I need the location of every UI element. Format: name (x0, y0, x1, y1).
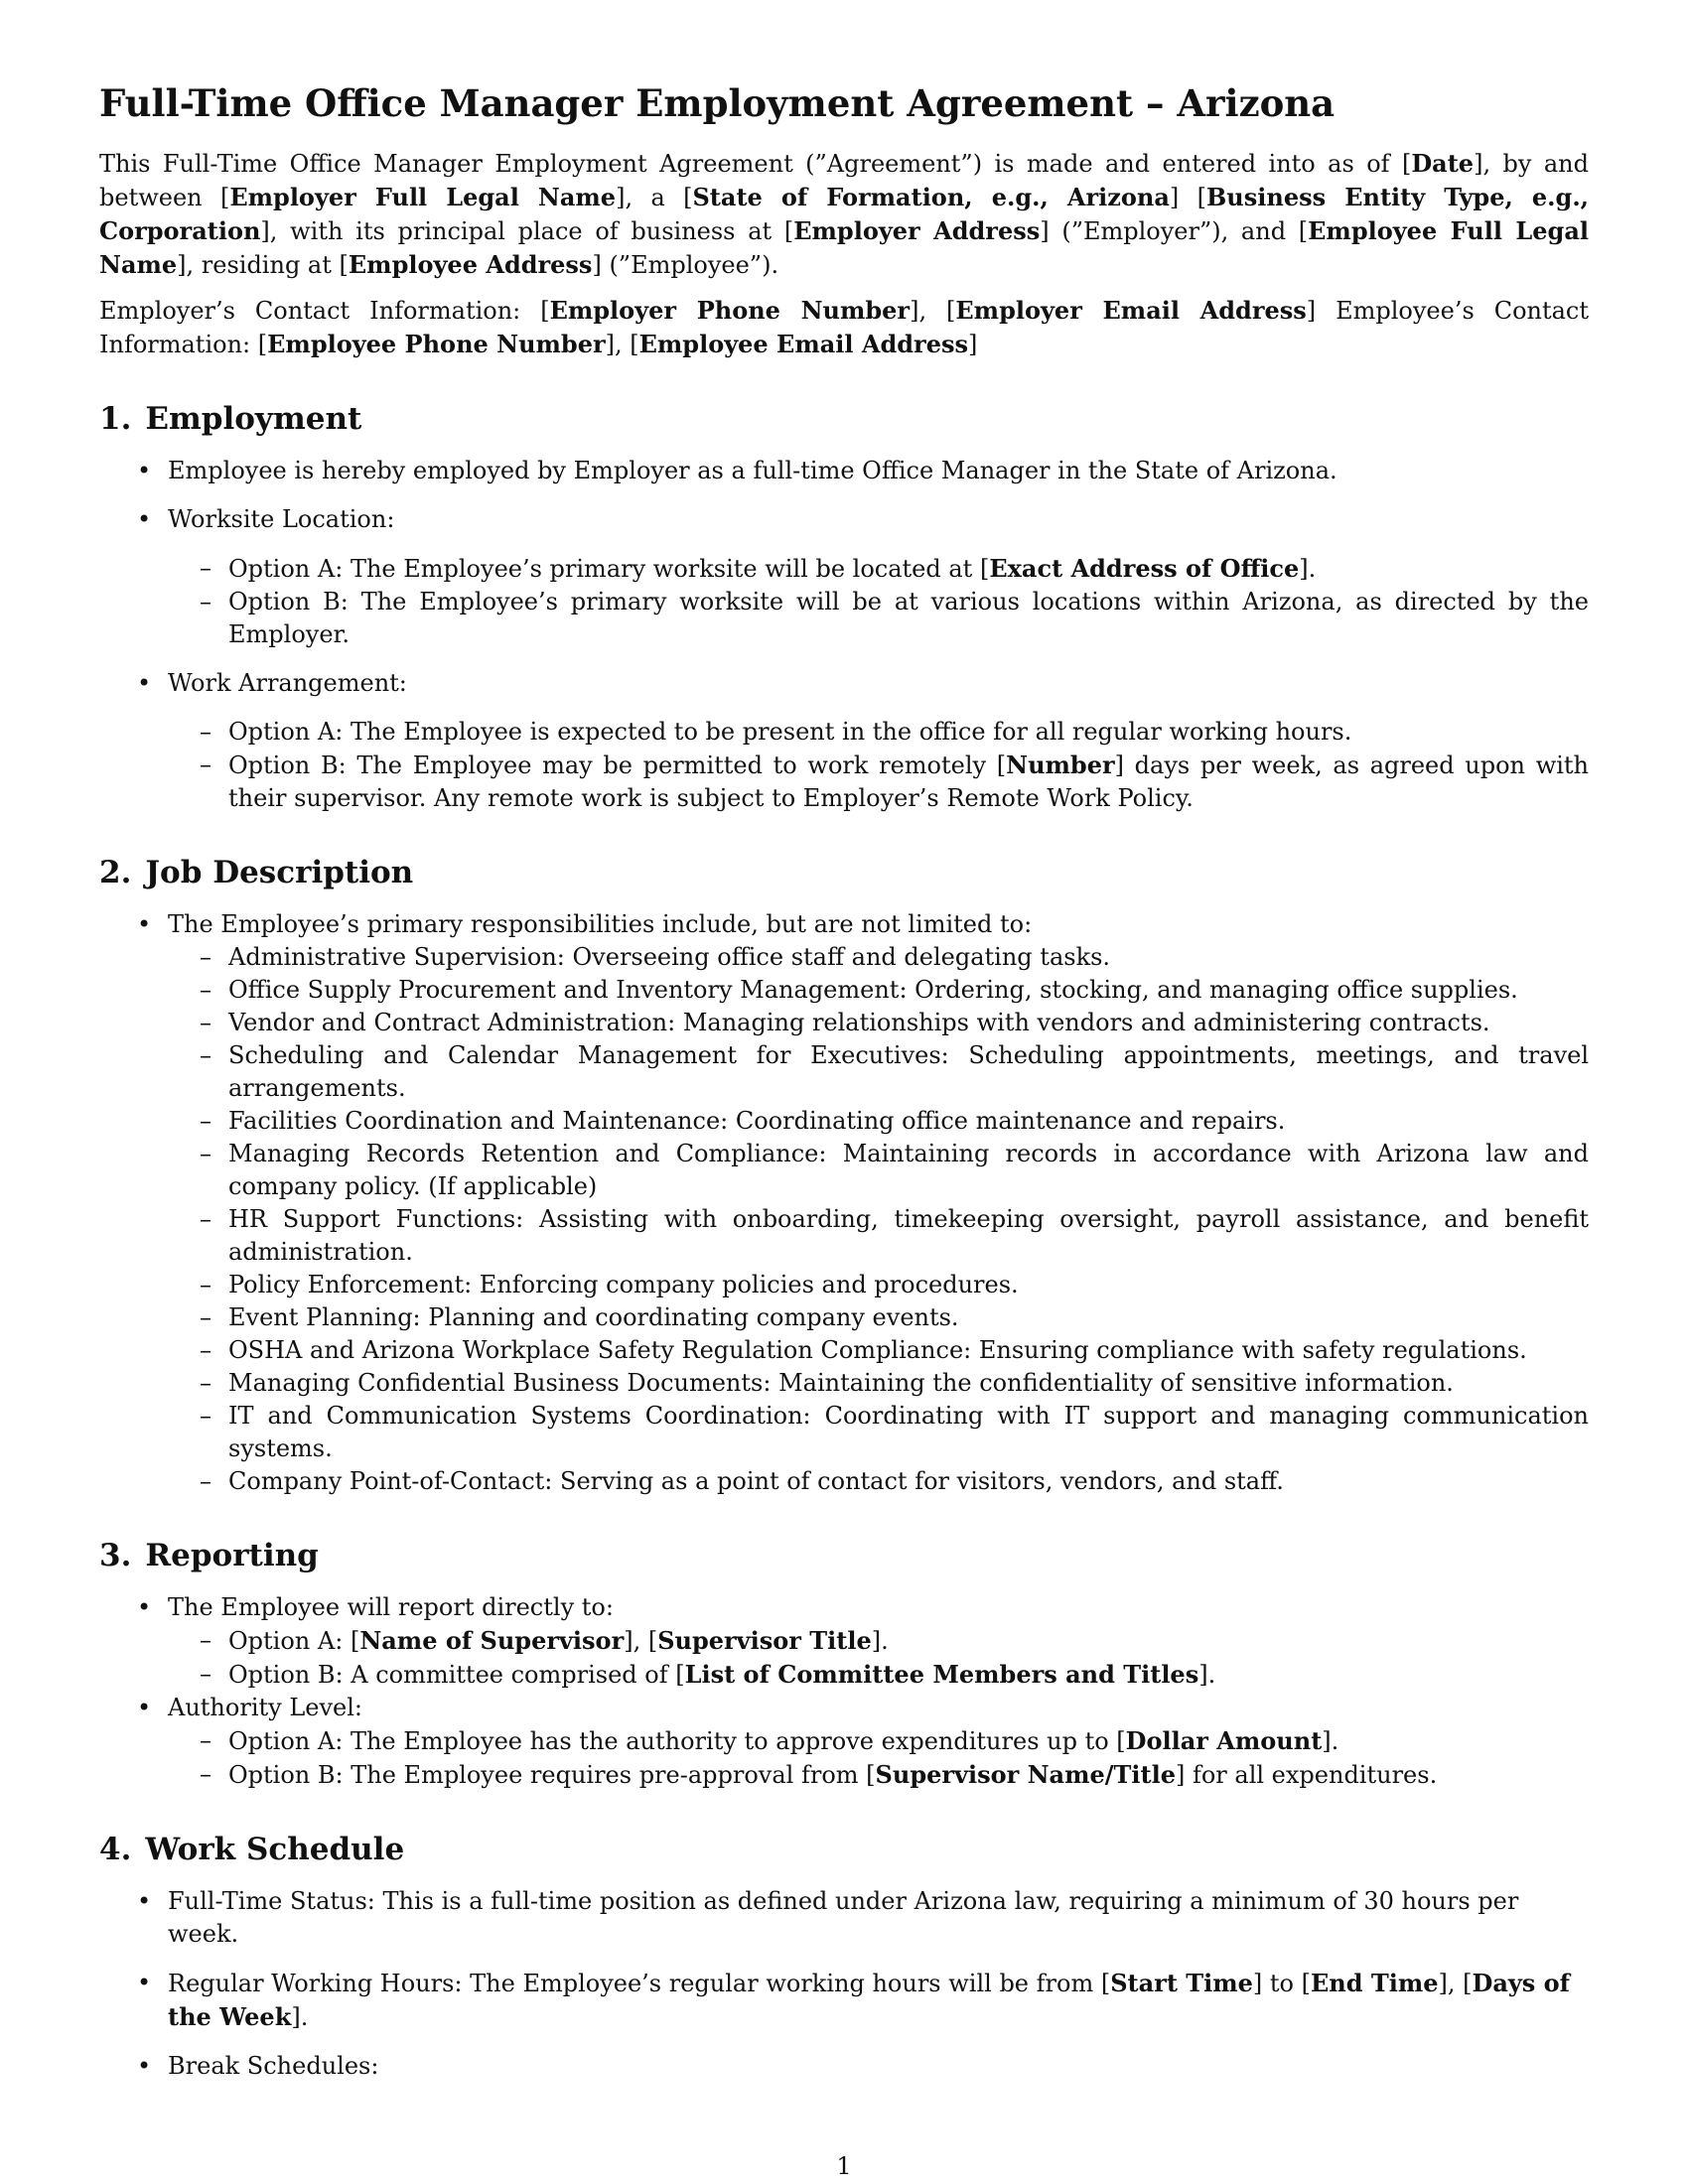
intro-paragraph (99, 147, 1589, 282)
list-item-text: Work Arrangement: (168, 669, 407, 697)
employee-phone-placeholder: Employee Phone Number (267, 330, 606, 358)
sub-list-item (168, 1758, 1589, 1792)
contact-text: Employer’s Contact Information: [ (99, 297, 550, 325)
responsibility-item: – Event Planning: Planning and coordinating company events. (168, 1301, 1589, 1334)
contact-text: ] Employee’s Contact Information: [ (99, 297, 1590, 358)
sub-list-item (168, 749, 1589, 815)
responsibility-item: – HR Support Functions: Assisting with onboarding, timekeeping oversight, payroll assistance, and benefit administration. (168, 1203, 1589, 1269)
sub-list-item (168, 716, 1589, 749)
responsibility-item: – OSHA and Arizona Workplace Safety Regulation Compliance: Ensuring compliance with safety regulations. (168, 1334, 1589, 1367)
sub-item-text: ] for all expenditures. (1175, 1761, 1438, 1789)
sub-item-text: ]. (1299, 555, 1317, 583)
work-schedule-list (99, 1885, 1589, 2083)
section-title: Reporting (145, 1538, 319, 1573)
intro-text: ], with its principal place of business at [ (260, 217, 794, 245)
sub-item-text: Option B: The Employee requires pre-approval from [ (228, 1761, 876, 1789)
sub-item-text: Option A: [ (228, 1627, 360, 1655)
list-item (99, 1967, 1589, 2034)
section-number: 2. (99, 855, 132, 890)
document-page (99, 81, 1589, 2099)
sub-item-text: ]. (871, 1627, 889, 1655)
supervisor-name-title-placeholder: Supervisor Name/Title (875, 1760, 1176, 1789)
intro-text: ] (”Employee”). (592, 251, 779, 279)
employee-email-placeholder: Employee Email Address (638, 330, 968, 358)
supervisor-name-placeholder: Name of Supervisor (359, 1626, 625, 1655)
list-item-text: The Employee will report directly to: (168, 1593, 614, 1621)
reporting-list (99, 1591, 1589, 1792)
sub-list-item (168, 1624, 1589, 1658)
responsibility-item: – Policy Enforcement: Enforcing company policies and procedures. (168, 1269, 1589, 1301)
employer-address-placeholder: Employer Address (793, 216, 1041, 245)
sub-list (168, 552, 1589, 651)
days-of-week-placeholder: Days of the Week (168, 1969, 1571, 2031)
end-time-placeholder: End Time (1310, 1969, 1439, 1997)
office-address-placeholder: Exact Address of Office (989, 554, 1300, 583)
intro-text: ], a [ (616, 184, 693, 211)
contact-text: ] (968, 331, 978, 358)
sub-item-text: Option A: The Employee’s primary worksite will be located at [ (228, 555, 990, 583)
sub-list-item (168, 586, 1589, 651)
section-heading-work-schedule (99, 1830, 1589, 1869)
list-item (99, 1591, 1589, 1692)
sub-item-text: Option B: The Employee’s primary worksite will be at various locations within Arizona, as directed by the Employer. (228, 588, 1589, 648)
responsibility-item: – Vendor and Contract Administration: Managing relationships with vendors and administering contracts. (168, 1007, 1589, 1039)
employer-phone-placeholder: Employer Phone Number (549, 296, 911, 325)
section-number: 4. (99, 1832, 132, 1867)
list-item-text: Authority Level: (168, 1694, 362, 1721)
dollar-amount-placeholder: Dollar Amount (1125, 1726, 1323, 1755)
section-number: 1. (99, 401, 132, 437)
list-item-text: ]. (291, 2003, 309, 2031)
section-heading-reporting (99, 1536, 1589, 1575)
sub-item-text: Option A: The Employee is expected to be present in the office for all regular working hours. (228, 718, 1352, 746)
list-item (99, 503, 1589, 651)
section-heading-job-description (99, 853, 1589, 892)
list-item-text: The Employee’s primary responsibilities include, but are not limited to: (168, 910, 1033, 938)
responsibility-item: – Office Supply Procurement and Inventory Management: Ordering, stocking, and managing office supplies. (168, 974, 1589, 1007)
section-title: Employment (145, 401, 362, 437)
responsibility-item: – Administrative Supervision: Overseeing office staff and delegating tasks. (168, 941, 1589, 974)
state-placeholder: State of Formation, e.g., Arizona (692, 183, 1170, 211)
responsibility-item: – Company Point-of-Contact: Serving as a point of contact for visitors, vendors, and staff. (168, 1465, 1589, 1498)
section-title: Job Description (145, 855, 414, 890)
sub-item-text: Option B: The Employee may be permitted to work remotely [ (228, 751, 1007, 779)
sub-item-text: ]. (1198, 1661, 1216, 1689)
intro-text: ], residing at [ (177, 251, 349, 279)
employer-name-placeholder: Employer Full Legal Name (229, 183, 617, 211)
list-item-text: Regular Working Hours: The Employee’s regular working hours will be from [ (168, 1970, 1111, 1997)
sub-item-text: ], [ (624, 1627, 658, 1655)
contact-text: ], [ (605, 331, 639, 358)
sub-item-text: ]. (1322, 1727, 1339, 1755)
date-placeholder: Date (1411, 149, 1475, 178)
responsibility-item: – Facilities Coordination and Maintenance: Coordinating office maintenance and repairs. (168, 1105, 1589, 1138)
list-item-text: Full-Time Status: This is a full-time position as defined under Arizona law, requiring a minimum of 30 hours per week. (168, 1887, 1519, 1948)
section-number: 3. (99, 1538, 132, 1573)
list-item-text: Break Schedules: (168, 2052, 379, 2080)
list-item-text: Worksite Location: (168, 505, 395, 533)
list-item (99, 1692, 1589, 1792)
list-item-text: ] to [ (1252, 1970, 1311, 1997)
intro-text: ] [ (1169, 184, 1207, 211)
intro-text: ] (”Employer”), and [ (1040, 217, 1309, 245)
intro-text: This Full-Time Office Manager Employment Agreement (”Agreement”) is made and entered into as of [ (99, 150, 1412, 178)
sub-list-item (168, 1724, 1589, 1758)
sub-list (168, 716, 1589, 815)
employee-name-placeholder: Employee Full Legal Name (99, 216, 1589, 279)
responsibilities-list (168, 941, 1589, 1498)
list-item (99, 2050, 1589, 2083)
contact-text: ], [ (910, 297, 956, 325)
section-title: Work Schedule (145, 1832, 405, 1867)
employment-list (99, 455, 1589, 815)
sub-item-text: Option B: A committee comprised of [ (228, 1661, 685, 1689)
responsibility-item: – Managing Records Retention and Compliance: Maintaining records in accordance with Arizona law and company policy. (If applicable) (168, 1138, 1589, 1203)
sub-item-text: ] days per week, as agreed upon with their supervisor. Any remote work is subject to Employer’s Remote Work Policy. (228, 751, 1590, 812)
sub-list-item (168, 1658, 1589, 1692)
job-description-list (99, 908, 1589, 1498)
list-item (99, 667, 1589, 815)
responsibility-item: – Managing Confidential Business Documents: Maintaining the confidentiality of sensitive information. (168, 1367, 1589, 1400)
committee-members-placeholder: List of Committee Members and Titles (684, 1660, 1199, 1689)
contact-paragraph (99, 294, 1589, 361)
start-time-placeholder: Start Time (1110, 1969, 1253, 1997)
employee-address-placeholder: Employee Address (348, 250, 593, 279)
number-placeholder: Number (1006, 751, 1115, 779)
supervisor-title-placeholder: Supervisor Title (657, 1626, 872, 1655)
entity-type-placeholder: Business Entity Type, e.g., Corporation (99, 183, 1590, 245)
section-heading-employment (99, 399, 1589, 439)
responsibility-item: – IT and Communication Systems Coordination: Coordinating with IT support and managing communication systems. (168, 1400, 1589, 1465)
sub-list-item (168, 552, 1589, 586)
employer-email-placeholder: Employer Email Address (955, 296, 1307, 325)
sub-list (168, 1624, 1589, 1692)
list-item-text: ], [ (1438, 1970, 1473, 1997)
sub-item-text: Option A: The Employee has the authority to approve expenditures up to [ (228, 1727, 1126, 1755)
list-item (99, 455, 1589, 487)
document-title: Full-Time Office Manager Employment Agreement – Arizona (99, 81, 1336, 125)
list-item (99, 908, 1589, 1498)
list-item-text: Employee is hereby employed by Employer as a full-time Office Manager in the State of Arizona. (168, 457, 1337, 484)
responsibility-item: – Scheduling and Calendar Management for Executives: Scheduling appointments, meetings, and travel arrangements. (168, 1039, 1589, 1105)
list-item (99, 1885, 1589, 1951)
sub-list (168, 1724, 1589, 1792)
page-number: 1 (836, 2152, 852, 2180)
intro-text: ], by and between [ (99, 150, 1589, 211)
